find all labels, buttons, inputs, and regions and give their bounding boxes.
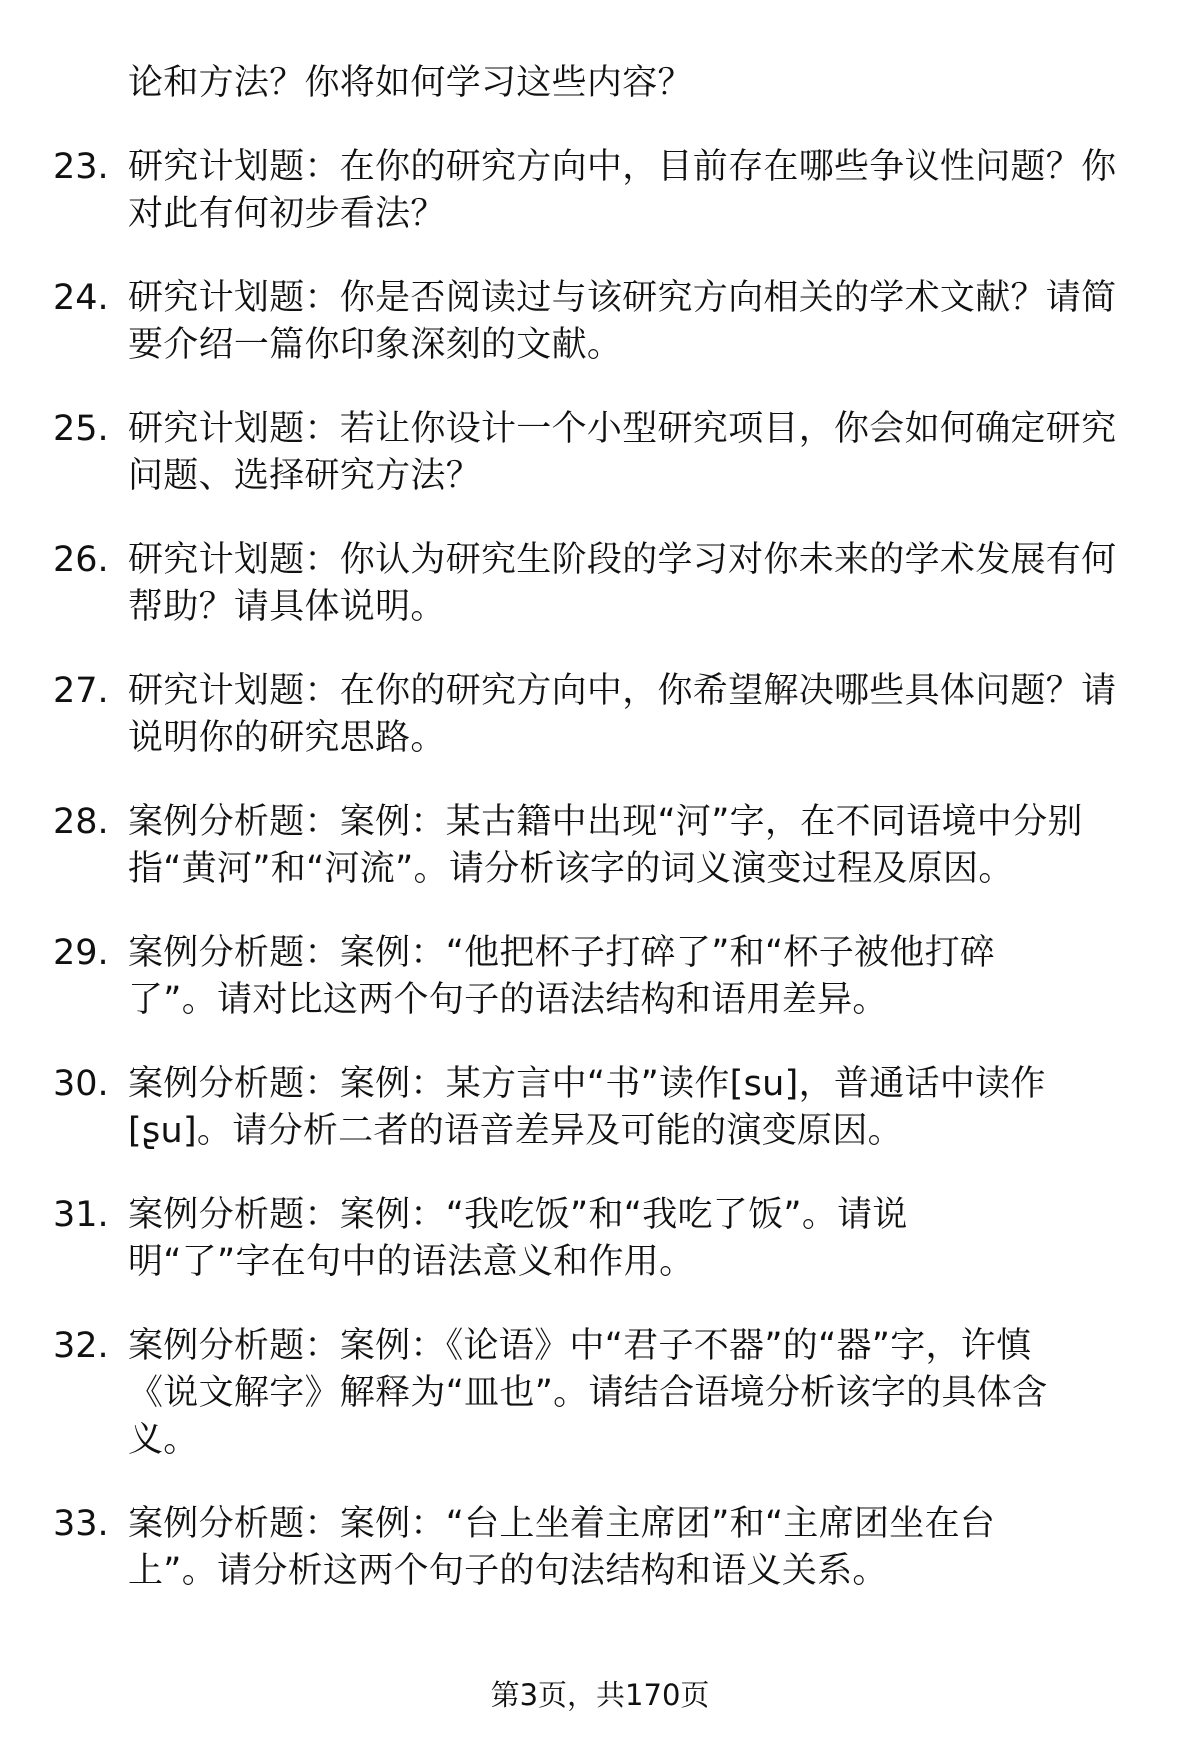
question-item (0, 537, 1200, 631)
question-item (0, 1323, 1200, 1464)
page-footer: 第3页，共170页 (490, 1678, 710, 1712)
question-number: 23. (53, 147, 109, 187)
question-text-line: 研究计划题：在你的研究方向中，你希望解决哪些具体问题？请 (128, 671, 1117, 711)
question-item (0, 1501, 1200, 1595)
question-text-line: 《说文解字》解释为“皿也”。请结合语境分析该字的具体含 (128, 1373, 1048, 1413)
question-number: 33. (53, 1504, 109, 1544)
question-text-line: 案例分析题：案例：“台上坐着主席团”和“主席团坐在台 (128, 1504, 996, 1544)
question-item (0, 668, 1200, 762)
text-line: 论和方法？你将如何学习这些内容？ (128, 63, 693, 103)
question-item (0, 1192, 1200, 1286)
question-text-line: 明“了”字在句中的语法意义和作用。 (128, 1242, 695, 1282)
question-item (0, 1061, 1200, 1155)
question-text-line: 案例分析题：案例：《论语》中“君子不器”的“器”字，许慎 (128, 1326, 1032, 1366)
question-text-line: 说明你的研究思路。 (128, 718, 446, 758)
question-number: 31. (53, 1195, 109, 1235)
question-text-line: 研究计划题：你认为研究生阶段的学习对你未来的学术发展有何 (128, 540, 1117, 580)
question-number: 32. (53, 1326, 109, 1366)
continuation-text (0, 60, 1200, 107)
question-text-line: 研究计划题：你是否阅读过与该研究方向相关的学术文献？请简 (128, 278, 1117, 318)
question-number: 24. (53, 278, 109, 318)
question-text-line: 研究计划题：若让你设计一个小型研究项目，你会如何确定研究 (128, 409, 1117, 449)
question-item (0, 144, 1200, 238)
question-text-line: 案例分析题：案例：某古籍中出现“河”字，在不同语境中分别 (128, 802, 1083, 842)
question-text-line: 指“黄河”和“河流”。请分析该字的词义演变过程及原因。 (128, 849, 1014, 889)
question-text-line: [ʂu]。请分析二者的语音差异及可能的演变原因。 (128, 1111, 903, 1151)
question-text-line: 问题、选择研究方法？ (128, 456, 482, 496)
question-text-line: 帮助？请具体说明。 (128, 587, 446, 627)
question-number: 30. (53, 1064, 109, 1104)
question-text-line: 案例分析题：案例：某方言中“书”读作[su]，普通话中读作 (128, 1064, 1046, 1104)
question-number: 26. (53, 540, 109, 580)
question-text-line: 对此有何初步看法？ (128, 194, 446, 234)
question-item (0, 275, 1200, 369)
question-number: 29. (53, 933, 109, 973)
question-number: 27. (53, 671, 109, 711)
question-text-line: 要介绍一篇你印象深刻的文献。 (128, 325, 623, 365)
question-text-line: 义。 (128, 1420, 199, 1460)
question-text-line: 上”。请分析这两个句子的句法结构和语义关系。 (128, 1551, 888, 1591)
question-text-line: 案例分析题：案例：“我吃饭”和“我吃了饭”。请说 (128, 1195, 908, 1235)
question-text-line: 案例分析题：案例：“他把杯子打碎了”和“杯子被他打碎 (128, 933, 996, 973)
question-item (0, 799, 1200, 893)
question-number: 25. (53, 409, 109, 449)
question-item (0, 406, 1200, 500)
question-text-line: 了”。请对比这两个句子的语法结构和语用差异。 (128, 980, 888, 1020)
question-list (0, 60, 1200, 1632)
question-text-line: 研究计划题：在你的研究方向中，目前存在哪些争议性问题？你 (128, 147, 1117, 187)
question-number: 28. (53, 802, 109, 842)
question-item (0, 930, 1200, 1024)
